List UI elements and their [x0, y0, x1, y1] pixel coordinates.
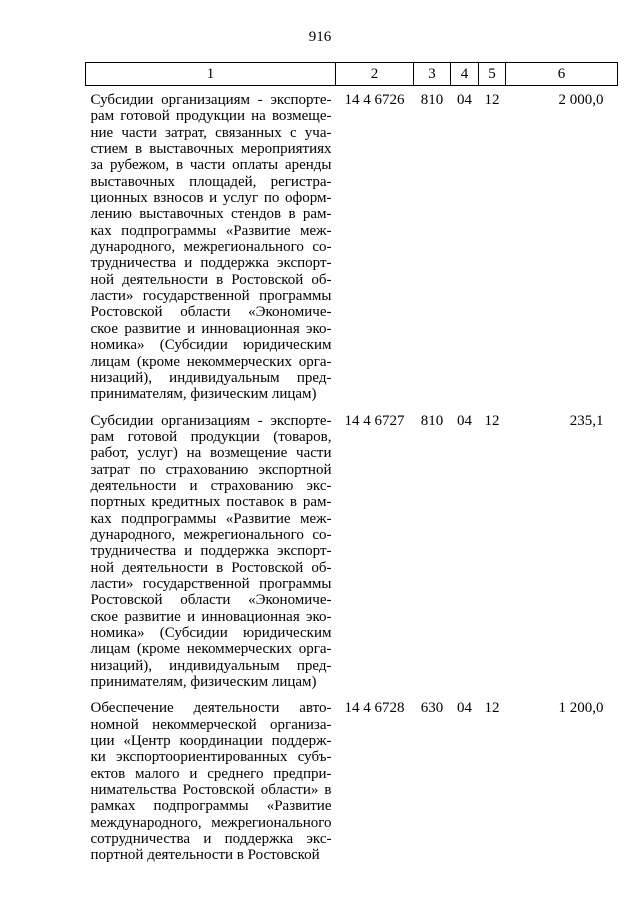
row-name-line: Обеспечение деятельности авто-	[90, 700, 332, 717]
row-type-cell: 630	[420, 700, 444, 717]
row-name-line: ках подпрограммы «Развитие меж-	[90, 510, 332, 527]
row-name-line: принимателям, физическим лицам)	[90, 674, 317, 691]
row-name-line: трудничества и поддержка экспорт-	[90, 543, 332, 560]
row-name-line: портных кредитных поставок в рам-	[90, 494, 332, 511]
row-code-cell: 14 4 6727	[344, 412, 405, 429]
row-name-line: за рубежом, в части оплаты аренды	[90, 157, 332, 174]
row-name-line: Ростовской области «Экономиче-	[90, 304, 332, 321]
row-name-line: работ, услуг) на возмещение части	[90, 445, 332, 462]
row-name-line: низаций), индивидуальным пред-	[90, 369, 332, 386]
row-name-line: выставочных площадей, регистра-	[90, 173, 332, 190]
row-subsection-cell: 12	[484, 92, 500, 108]
row-name-line: ние части затрат, связанных с уча-	[90, 124, 332, 141]
row-name-line: номика» (Субсидии юридическим	[90, 337, 332, 354]
row-name-line: деятельности и страхованию экс-	[90, 477, 332, 494]
table-header-row	[86, 63, 618, 86]
column-header-type: 3	[414, 63, 451, 86]
row-name-line: ласти» государственной программы	[90, 288, 332, 305]
row-name-line: затрат по страхованию экспортной	[90, 461, 332, 478]
column-header-section: 4	[451, 63, 479, 86]
row-name-cell	[86, 694, 336, 867]
row-name-line: портной деятельности в Ростовской	[90, 847, 320, 864]
row-name-line: ционных взносов и услуг по оформ-	[90, 190, 332, 207]
column-header-subsection: 5	[479, 63, 506, 86]
column-header-code: 2	[336, 63, 414, 86]
row-name-line: ки экспортоориентированных субъ-	[90, 749, 332, 766]
row-name-line: низаций), индивидуальным пред-	[90, 657, 332, 674]
row-name-line: рам готовой продукции (товаров,	[90, 428, 332, 445]
row-type-cell: 810	[420, 92, 444, 108]
row-name-line: Субсидии организациям - экспорте-	[90, 92, 332, 108]
row-name-line: Ростовской области «Экономиче-	[90, 592, 332, 609]
row-name-cell	[86, 86, 336, 407]
row-name-line: нимательства Ростовской области» в	[90, 782, 332, 799]
row-name-line: ласти» государственной программы	[90, 575, 332, 592]
row-name-line: ектов малого и среднего предпри-	[90, 765, 332, 782]
row-subsection-cell: 12	[484, 700, 500, 717]
row-name-line: ной деятельности в Ростовской об-	[90, 271, 332, 288]
row-name-line: Субсидии организациям - экспорте-	[90, 412, 332, 429]
row-amount-cell: 1 200,0	[558, 700, 604, 717]
row-name-line: ции «Центр координации поддерж-	[90, 733, 332, 750]
row-name-line: трудничества и поддержка экспорт-	[90, 255, 332, 272]
row-name-line: номика» (Субсидии юридическим	[90, 625, 332, 641]
row-section-cell: 04	[457, 700, 472, 717]
table-row	[86, 694, 618, 867]
row-name-line: ной деятельности в Ростовской об-	[90, 559, 332, 576]
row-name-line: ское развитие и инновационная эко-	[90, 320, 332, 337]
row-name-line: международного, межрегионального	[90, 814, 332, 831]
row-name-line: лицам (кроме некоммерческих орга-	[90, 641, 332, 658]
row-name-line: ках подпрограммы «Развитие меж-	[90, 222, 332, 239]
row-subsection-cell: 12	[484, 412, 500, 429]
table-row	[86, 407, 618, 695]
row-name-line: дународного, межрегионального со-	[90, 526, 332, 543]
budget-table	[85, 62, 618, 868]
column-header-amount: 6	[506, 63, 618, 86]
row-type-cell: 810	[420, 412, 444, 429]
row-name-line: лению выставочных стендов в рам-	[90, 206, 332, 223]
row-section-cell: 04	[457, 92, 472, 108]
row-name-line: ское развитие и инновационная эко-	[90, 608, 332, 625]
row-name-line: рам готовой продукции на возмеще-	[90, 108, 332, 125]
row-name-cell	[86, 407, 336, 695]
table-body	[86, 86, 618, 868]
row-name-line: рамках подпрограммы «Развитие	[90, 798, 332, 815]
row-code-cell: 14 4 6726	[344, 92, 405, 108]
row-amount-cell: 235,1	[569, 412, 604, 429]
row-name-line: сотрудничества и поддержка экс-	[90, 831, 332, 848]
table-row	[86, 86, 618, 407]
row-amount-cell: 2 000,0	[558, 92, 604, 108]
row-name-line: дународного, межрегионального со-	[90, 239, 332, 256]
row-section-cell: 04	[457, 412, 472, 429]
page-number: 916	[308, 29, 332, 45]
row-name-line: лицам (кроме некоммерческих орга-	[90, 353, 332, 370]
row-name-line: номной некоммерческой организа-	[90, 716, 332, 733]
row-name-line: принимателям, физическим лицам)	[90, 386, 317, 403]
row-code-cell: 14 4 6728	[344, 700, 405, 717]
column-header-name: 1	[86, 63, 336, 86]
row-name-line: стием в выставочных мероприятиях	[90, 141, 332, 158]
